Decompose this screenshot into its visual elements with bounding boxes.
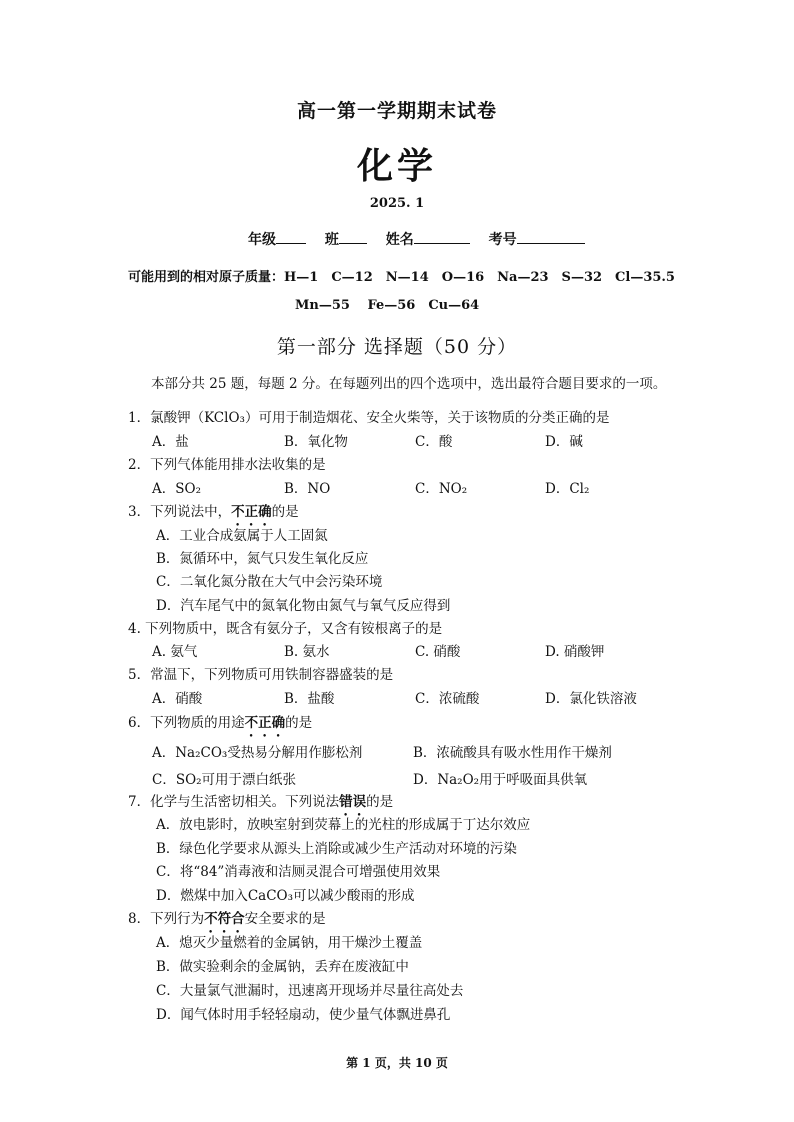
question-3-emphasis: 不正确 [231, 504, 272, 520]
question-7-emphasis: 错误 [339, 794, 367, 810]
question-5-stem: 5．常温下，下列物质可用铁制容器盛装的是 [128, 667, 394, 683]
section-intro: 本部分共 25 题，每题 2 分。在每题列出的四个选项中，选出最符合题目要求的一项。 [151, 376, 667, 392]
question-6-stem-pre: 6．下列物质的用途 [128, 715, 245, 731]
question-3-stem-pre: 3．下列说法中， [128, 504, 232, 520]
section-title: 第一部分 选择题（50 分） [276, 336, 518, 358]
question-3-option-c: C．二氧化氮分散在大气中会污染环境 [156, 574, 383, 590]
question-8-option-c: C．大量氯气泄漏时，迅速离开现场并尽量往高处去 [156, 983, 464, 999]
question-1-option-c: C．酸 [415, 434, 453, 450]
question-6-stem-post: 的是 [285, 715, 313, 731]
class-blank[interactable] [339, 229, 367, 244]
question-2-option-a: A．SO₂ [152, 481, 201, 497]
question-1-option-b: B．氧化物 [284, 434, 348, 450]
grade-label: 年级 [248, 232, 276, 248]
question-8-emphasis: 不符合 [204, 911, 245, 927]
question-7-stem-post: 的是 [366, 794, 394, 810]
question-8-option-a: A．熄灭少量燃着的金属钠，用干燥沙土覆盖 [156, 935, 423, 951]
question-7-option-b: B．绿色化学要求从源头上消除或减少生产活动对环境的污染 [156, 841, 517, 857]
question-2-option-d: D．Cl₂ [545, 481, 590, 497]
exam-date: 2025. 1 [369, 196, 425, 211]
question-3-option-b: B．氮循环中，氮气只发生氧化反应 [156, 551, 369, 567]
question-4-option-d: D. 硝酸钾 [545, 644, 605, 660]
question-2-option-c: C．NO₂ [415, 481, 468, 497]
question-6-option-c: C．SO₂可用于漂白纸张 [152, 772, 297, 788]
question-7-option-c: C．将“84”消毒液和洁厕灵混合可增强使用效果 [156, 864, 441, 880]
question-4-stem: 4. 下列物质中，既含有氨分子，又含有铵根离子的是 [128, 621, 443, 637]
name-blank[interactable] [414, 229, 470, 244]
question-6-stem [128, 711, 312, 740]
question-4-option-a: A. 氨气 [152, 644, 198, 660]
atomic-mass-line-1: 可能用到的相对原子质量：H—1 C—12 N—14 O—16 Na—23 S—32 Cl—35.5 [128, 270, 675, 285]
question-8-stem-pre: 8．下列行为 [128, 911, 205, 927]
question-6-option-a: A．Na₂CO₃受热易分解用作膨松剂 [152, 745, 363, 761]
question-4-option-c: C. 硝酸 [415, 644, 461, 660]
question-8-option-b: B．做实验剩余的金属钠，丢弃在废液缸中 [156, 959, 409, 975]
question-7-stem-pre: 7．化学与生活密切相关。下列说法 [128, 794, 340, 810]
question-7-option-a: A．放电影时，放映室射到荧幕上的光柱的形成属于丁达尔效应 [156, 817, 531, 833]
grade-blank[interactable] [276, 229, 306, 244]
question-2-option-b: B．NO [284, 481, 331, 497]
page-footer: 第 1 页，共 10 页 [346, 1056, 448, 1070]
question-1-option-d: D．碱 [545, 434, 583, 450]
question-7-option-d: D．燃煤中加入CaCO₃可以减少酸雨的形成 [156, 888, 415, 904]
question-8-stem-post: 安全要求的是 [244, 911, 326, 927]
question-6-option-d: D．Na₂O₂用于呼吸面具供氧 [413, 772, 588, 788]
question-6-option-b: B．浓硫酸具有吸水性用作干燥剂 [413, 745, 612, 761]
question-1-stem: 1．氯酸钾（KClO₃）可用于制造烟花、安全火柴等，关于该物质的分类正确的是 [128, 410, 610, 426]
question-3-option-a: A．工业合成氨属于人工固氮 [156, 528, 328, 544]
question-6-emphasis: 不正确 [244, 715, 286, 731]
number-blank[interactable] [517, 229, 585, 244]
question-5-option-c: C．浓硫酸 [415, 691, 480, 707]
atomic-mass-line-2: Mn—55 Fe—56 Cu—64 [295, 298, 480, 313]
subject-title: 化学 [356, 145, 437, 187]
exam-title: 高一第一学期期末试卷 [296, 100, 497, 122]
name-label: 姓名 [385, 232, 414, 248]
class-label: 班 [324, 232, 339, 248]
question-4-option-b: B. 氨水 [284, 644, 330, 660]
question-3-stem-post: 的是 [271, 504, 299, 520]
question-2-stem: 2．下列气体能用排水法收集的是 [128, 457, 326, 473]
question-1-option-a: A．盐 [152, 434, 189, 450]
question-5-option-b: B．盐酸 [284, 691, 335, 707]
question-5-option-a: A．硝酸 [152, 691, 203, 707]
question-3-option-d: D．汽车尾气中的氮氧化物由氮气与氧气反应得到 [156, 598, 451, 614]
question-5-option-d: D．氯化铁溶液 [545, 691, 637, 707]
student-info-line [248, 229, 599, 249]
question-8-option-d: D．闻气体时用手轻轻扇动，使少量气体飘进鼻孔 [156, 1007, 451, 1023]
number-label: 考号 [488, 232, 517, 248]
